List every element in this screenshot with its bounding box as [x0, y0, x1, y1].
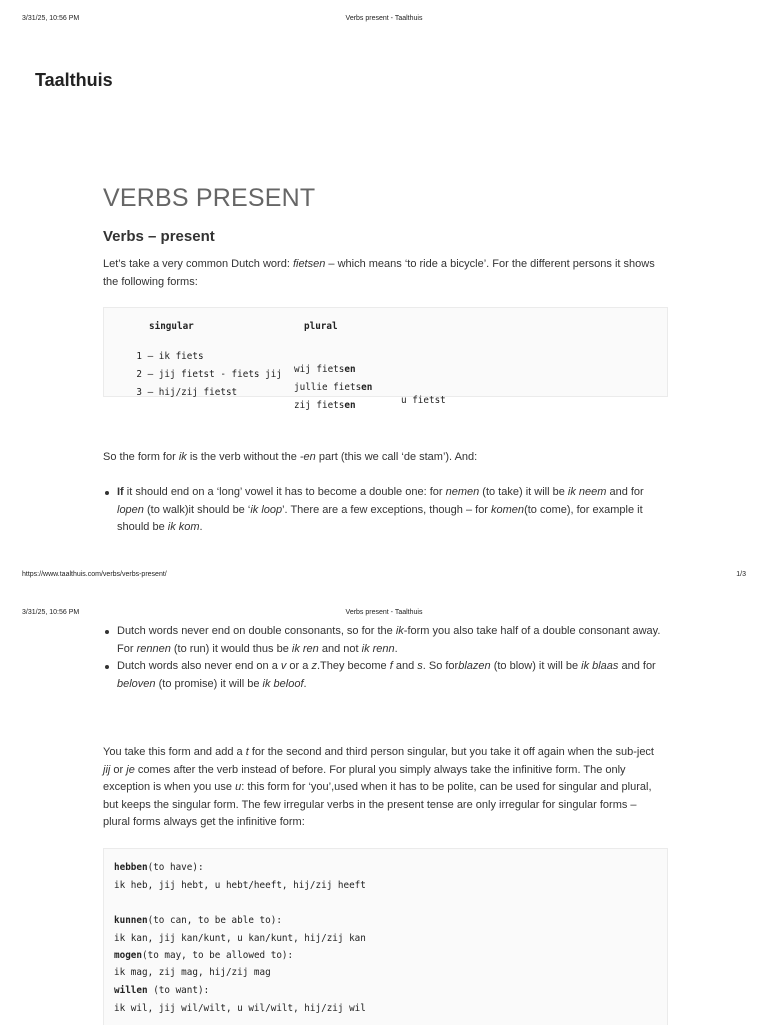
list-item: Dutch words also never end on a v or a z.They become f and s. So forblazen (to blow) it will be ik blaas and for beloven (to promise) it will be ik beloof.: [103, 658, 668, 693]
rules-list-page2: [103, 623, 668, 693]
irregular-verb-forms: ik mag, zij mag, hij/zij mag: [114, 967, 271, 978]
irregular-verb-forms: ik wil, jij wil/wilt, u wil/wilt, hij/zij wil: [114, 1003, 366, 1014]
table-row: 1 – ik fiets wij fietsen: [136, 351, 356, 375]
explanation-paragraph: You take this form and add a t for the second and third person singular, but you take it off again when the sub-ject jij or je comes after the verb instead of before. For plural you simply always take the infinitive form. The only exception is when you use u: this form for ‘you’,used when it has to be polite, can be used for singular and plural, but keeps the singular form. The few irregular verbs in the present tense are only irregular for singular forms – plural forms always get the infinitive form:: [103, 746, 654, 828]
irregular-verb-heading: mogen(to may, to be allowed to):: [114, 950, 294, 961]
print-footer-page: 1/3: [736, 571, 746, 578]
table-row: 2 – jij fietst - fiets jij jullie fietsen u fietst: [136, 369, 446, 406]
print-footer-url: https://www.taalthuis.com/verbs/verbs-present/: [22, 571, 167, 578]
print-header-title: Verbs present - Taalthuis: [345, 609, 423, 616]
section-heading: Verbs – present: [103, 228, 215, 245]
print-header-datetime: 3/31/25, 10:56 PM: [22, 609, 80, 616]
irregular-verb-heading: kunnen(to can, to be able to):: [114, 915, 282, 926]
list-item: If it should end on a ‘long’ vowel it has to become a double one: for nemen (to take) it will be ik neem and for lopen (to walk)it should be ‘ik loop’. There are a few exceptions, though – for komen(to come), for example it should be ik kom.: [103, 484, 668, 537]
irregular-verb-forms: ik heb, jij hebt, u hebt/heeft, hij/zij heeft: [114, 880, 366, 891]
intro-paragraph: Let’s take a very common Dutch word: fietsen – which means ‘to ride a bicycle’. For the different persons it shows the following forms:: [103, 258, 655, 288]
site-title[interactable]: Taalthuis: [35, 70, 113, 90]
rules-list-page1: [103, 484, 668, 537]
table-head-singular: singular: [149, 321, 194, 332]
irregular-verb-heading: willen (to want):: [114, 985, 210, 996]
irregular-verb-heading: hebben(to have):: [114, 862, 204, 873]
print-header-datetime: 3/31/25, 10:56 PM: [22, 15, 80, 22]
print-header-title: Verbs present - Taalthuis: [345, 15, 423, 22]
irregular-verbs-block: [103, 848, 668, 1025]
table-head-plural: plural: [304, 321, 338, 332]
page-title: VERBS PRESENT: [103, 184, 316, 212]
table-row: 3 – hij/zij fietst zij fietsen: [136, 387, 356, 411]
conjugation-table: [103, 307, 668, 411]
irregular-verb-forms: ik kan, jij kan/kunt, u kan/kunt, hij/zij kan: [114, 933, 366, 944]
list-item: Dutch words never end on double consonants, so for the ik-form you also take half of a double consonant away. For rennen (to run) it would thus be ik ren and not ik renn.: [103, 623, 668, 658]
stam-paragraph: So the form for ik is the verb without the -en part (this we call ‘de stam’). And:: [103, 451, 478, 463]
